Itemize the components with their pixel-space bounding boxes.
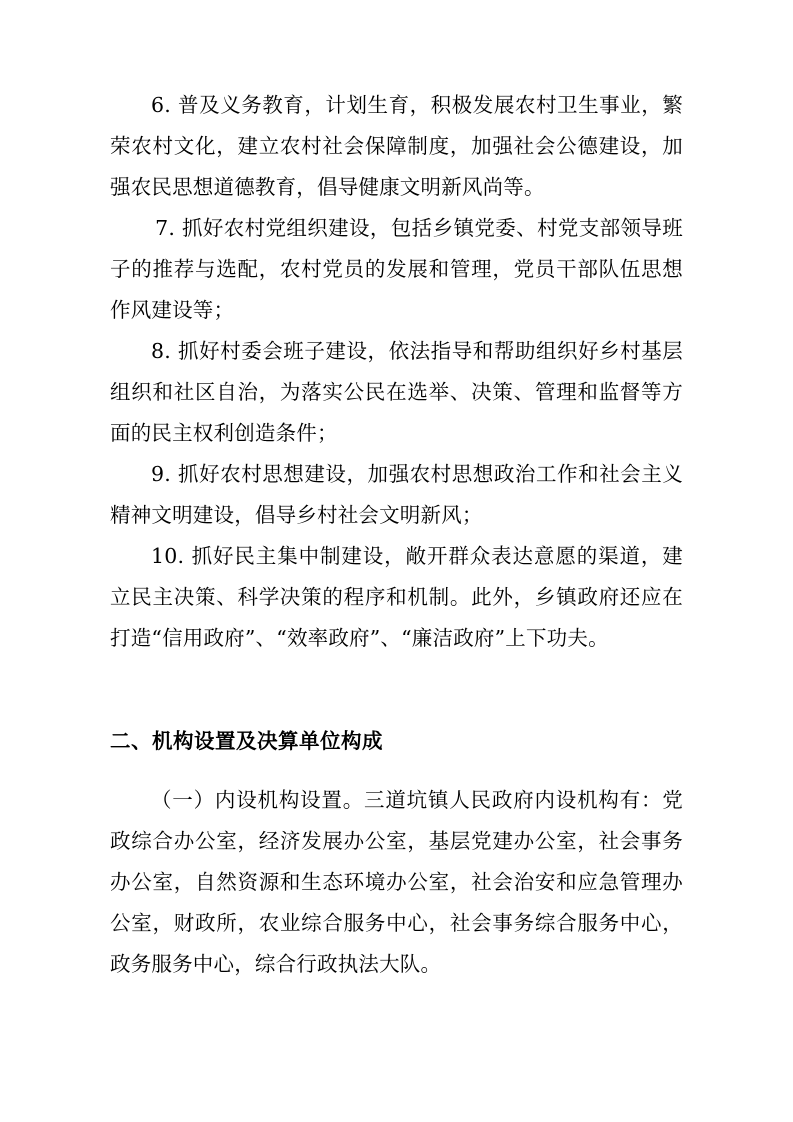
heading-spacer <box>110 762 683 780</box>
paragraph-item-9: 9. 抓好农村思想建设，加强农村思想政治工作和社会主义精神文明建设，倡导乡村社会文明新风； <box>110 462 683 527</box>
section-spacer <box>110 659 683 721</box>
paragraph-internal-organizations: （一）内设机构设置。三道坑镇人民政府内设机构有：党政综合办公室，经济发展办公室，基层党建办公室，社会事务办公室，自然资源和生态环境办公室，社会治安和应急管理办公室，财政所，农业综合服务中心，社会事务综合服务中心，政务服务中心，综合行政执法大队。 <box>110 788 683 976</box>
paragraph-item-8: 8. 抓好村委会班子建设，依法指导和帮助组织好乡村基层组织和社区自治，为落实公民在选举、决策、管理和监督等方面的民主权利创造条件； <box>110 339 683 445</box>
paragraph-item-6: 6. 普及义务教育，计划生育，积极发展农村卫生事业，繁荣农村文化，建立农村社会保障制度，加强社会公德建设，加强农民思想道德教育，倡导健康文明新风尚等。 <box>110 93 683 199</box>
section-heading-organization: 二、机构设置及决算单位构成 <box>110 729 383 753</box>
paragraph-item-7: 7. 抓好农村党组织建设，包括乡镇党委、村党支部领导班子的推荐与选配，农村党员的发展和管理，党员干部队伍思想作风建设等； <box>110 216 683 322</box>
paragraph-item-10: 10. 抓好民主集中制建设，敞开群众表达意愿的渠道，建立民主决策、科学决策的程序和机制。此外，乡镇政府还应在打造“信用政府”、“效率政府”、“廉洁政府”上下功夫。 <box>110 544 683 650</box>
document-body <box>110 85 683 985</box>
